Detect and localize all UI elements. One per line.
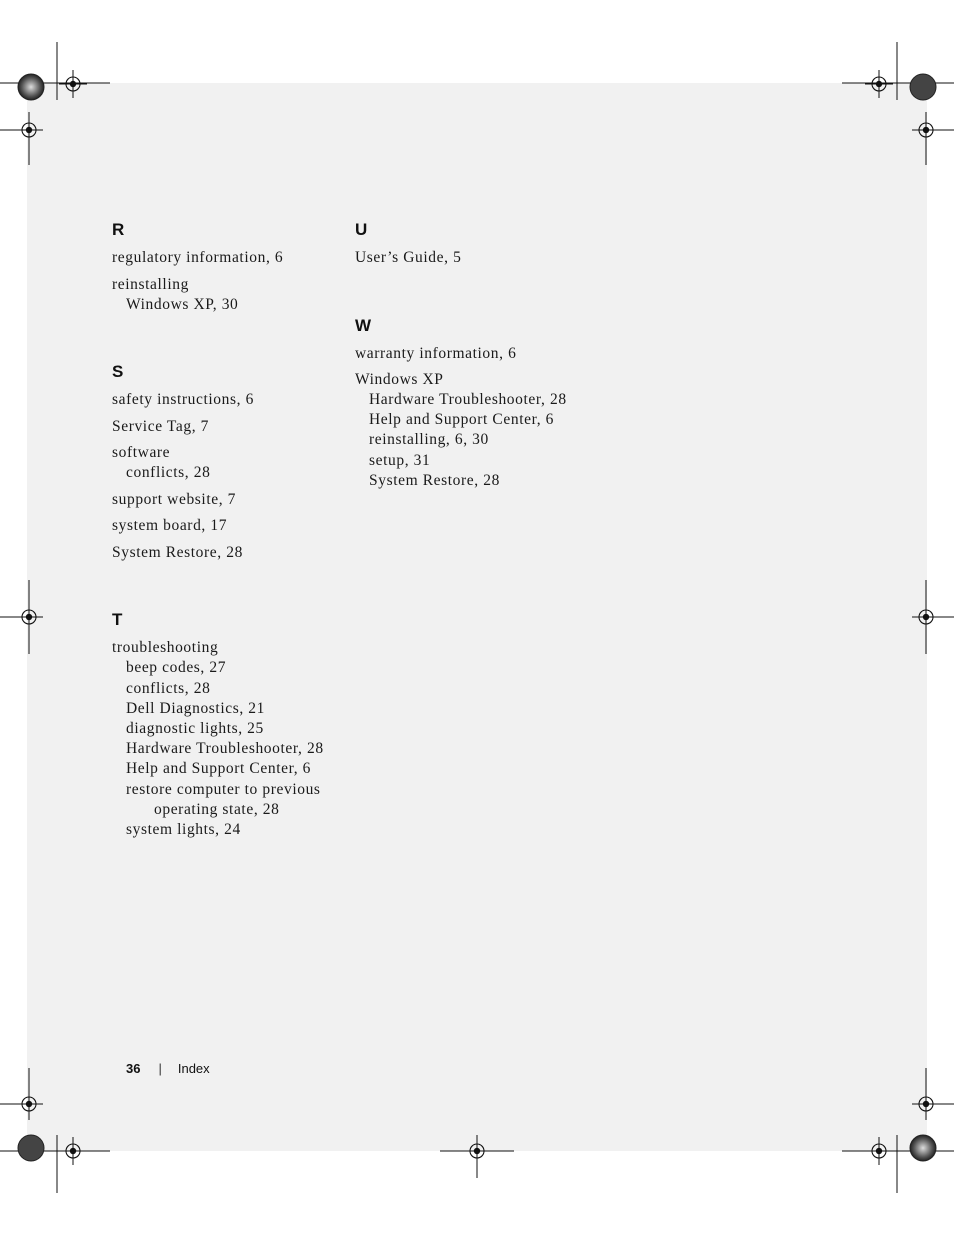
index-entry: User’s Guide, 5 bbox=[355, 249, 462, 266]
section-letter: S bbox=[112, 362, 124, 382]
index-subentry: Help and Support Center, 6 bbox=[369, 411, 555, 429]
index-entry: Service Tag, 7 bbox=[112, 417, 209, 435]
index-entry bbox=[355, 370, 615, 491]
page-footer bbox=[126, 1061, 210, 1076]
index-entry: warranty information, 6 bbox=[355, 344, 517, 362]
index-entry: support website, 7 bbox=[112, 490, 237, 508]
registration-target bbox=[865, 70, 893, 98]
section-letter: R bbox=[112, 220, 125, 239]
index-section-t bbox=[112, 608, 342, 840]
star-target bbox=[910, 1135, 936, 1161]
index-subentry: Windows XP, 30 bbox=[126, 295, 239, 313]
index-subentry-continuation: operating state, 28 bbox=[154, 800, 280, 818]
index-subentry: Hardware Troubleshooter, 28 bbox=[369, 391, 567, 408]
index-column-right bbox=[355, 218, 615, 498]
registration-target bbox=[59, 70, 87, 98]
index-subentry: conflicts, 28 bbox=[126, 679, 211, 697]
section-letter: W bbox=[355, 315, 372, 335]
index-entry bbox=[112, 638, 342, 840]
page-number: 36 bbox=[126, 1061, 141, 1076]
index-entry-term: Windows XP bbox=[355, 371, 444, 388]
registration-target bbox=[865, 1137, 893, 1165]
index-entry-term: reinstalling bbox=[112, 275, 189, 293]
index-entry: safety instructions, 6 bbox=[112, 391, 254, 409]
index-subentry: conflicts, 28 bbox=[126, 464, 211, 482]
footer-section-title: Index bbox=[177, 1061, 210, 1076]
index-entry: regulatory information, 6 bbox=[112, 249, 284, 266]
index-column-left bbox=[112, 218, 342, 847]
index-subentry: diagnostic lights, 25 bbox=[126, 720, 264, 738]
registration-target bbox=[15, 116, 43, 144]
registration-target bbox=[15, 1090, 43, 1118]
registration-target bbox=[912, 603, 940, 631]
index-entry-term: troubleshooting bbox=[112, 639, 219, 657]
index-subentry: beep codes, 27 bbox=[126, 659, 227, 677]
footer-separator: | bbox=[158, 1061, 162, 1076]
index-subentry: system lights, 24 bbox=[126, 821, 241, 839]
registration-target bbox=[912, 116, 940, 144]
star-target bbox=[18, 1135, 44, 1161]
index-entry-term: software bbox=[112, 444, 171, 462]
index-subentry: System Restore, 28 bbox=[369, 471, 500, 489]
registration-target bbox=[59, 1137, 87, 1165]
index-subentry-line: restore computer to previous bbox=[126, 780, 321, 798]
index-subentry: Hardware Troubleshooter, 28 bbox=[126, 740, 324, 758]
section-letter: T bbox=[112, 610, 123, 630]
index-subentry: reinstalling, 6, 30 bbox=[369, 431, 489, 449]
index-entry bbox=[112, 443, 342, 483]
index-entry: system board, 17 bbox=[112, 517, 228, 535]
index-section-u bbox=[355, 218, 615, 268]
index-section-s bbox=[112, 360, 342, 563]
registration-target bbox=[463, 1137, 491, 1165]
index-entry bbox=[112, 275, 342, 315]
index-entry: System Restore, 28 bbox=[112, 543, 243, 561]
star-target bbox=[18, 74, 44, 100]
registration-target bbox=[912, 1090, 940, 1118]
index-subentry: Help and Support Center, 6 bbox=[126, 760, 312, 778]
index-section-w bbox=[355, 314, 615, 492]
index-subentry: setup, 31 bbox=[369, 451, 431, 469]
index-section-r bbox=[112, 218, 342, 315]
star-target bbox=[910, 74, 936, 100]
registration-target bbox=[15, 603, 43, 631]
index-subentry bbox=[112, 780, 342, 820]
section-letter: U bbox=[355, 220, 368, 239]
index-subentry: Dell Diagnostics, 21 bbox=[126, 699, 265, 717]
